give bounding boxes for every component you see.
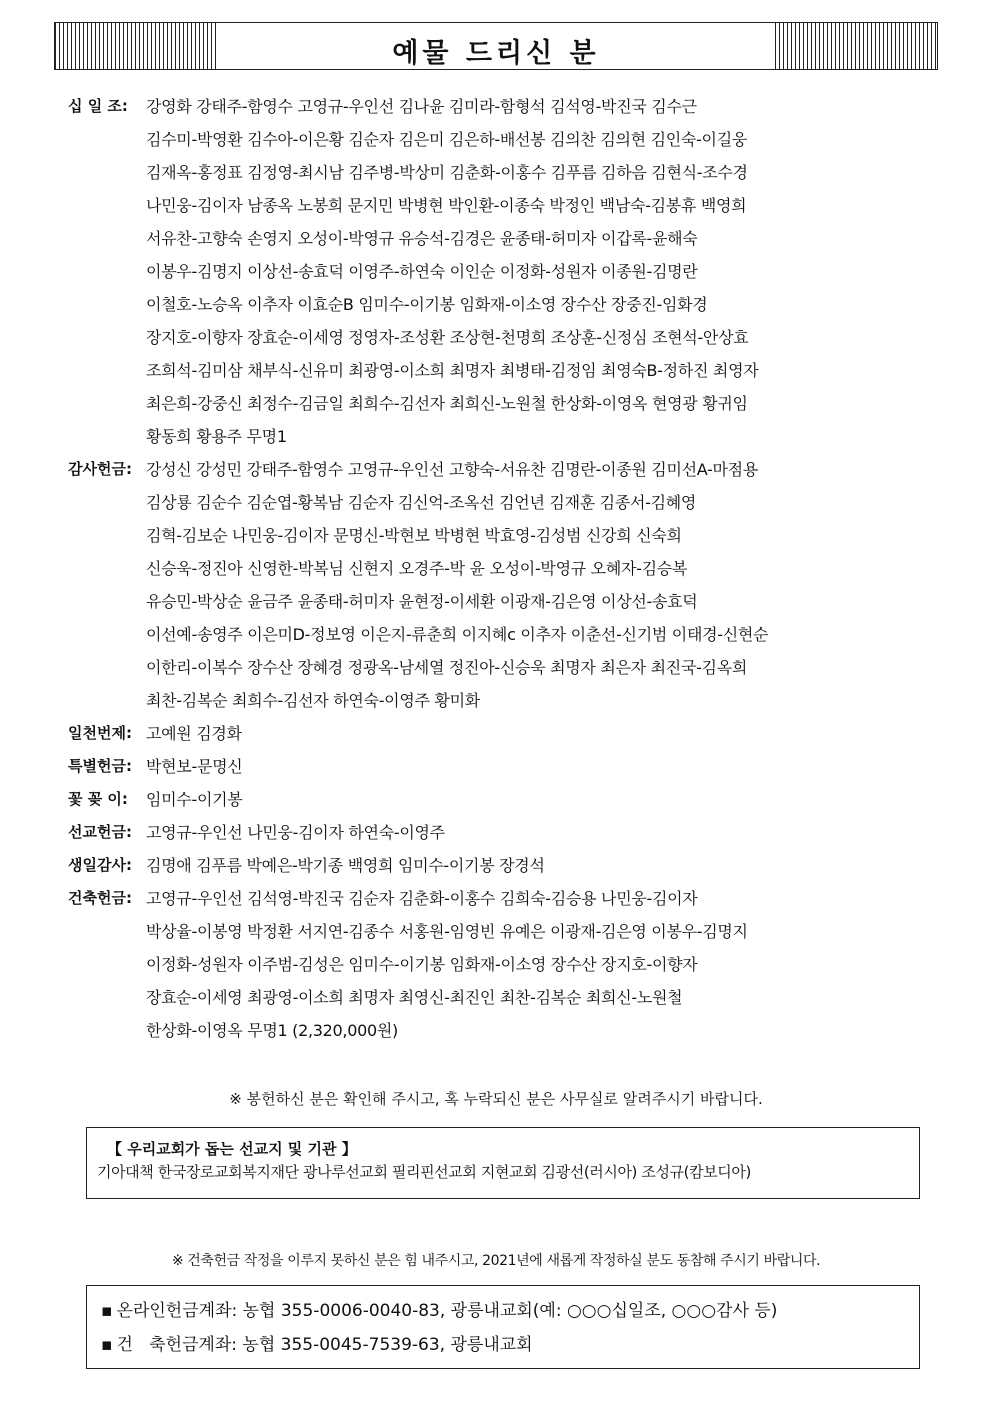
section-label: 건축헌금: [68,889,132,907]
page-title: 예물 드리신 분 [392,38,600,69]
names-line: 김명애 김푸름 박예은-박기종 백영희 임미수-이기봉 장경석 [146,856,545,875]
section-names [146,849,968,882]
mission-heading: 【 우리교회가 돕는 선교지 및 기관 】 [107,1140,357,1158]
section-label: 꽃 꽂 이: [68,790,128,808]
online-account-text: 온라인헌금계좌: 농협 355-0006-0040-83, 광릉내교회(예: ○○○십일조, ○○○감사 등) [116,1301,778,1321]
section-label: 생일감사: [68,856,132,874]
names-line: 조희석-김미삼 채부식-신유미 최광영-이소희 최명자 최병태-김정임 최영숙B-정하진 최영자 [146,361,759,380]
section-names [146,882,968,1047]
building-fund-notice: ※ 건축헌금 작정을 이루지 못하신 분은 힘 내주시고, 2021년에 새롭게 작정하실 분도 동참해 주시기 바랍니다. [171,1253,821,1269]
names-line: 이한리-이복수 장수산 장혜경 정광옥-남세열 정진아-신승욱 최명자 최은자 최진국-김옥희 [146,658,748,677]
section-label: 특별헌금: [68,757,132,775]
names-line: 장지호-이향자 장효순-이세영 정영자-조성환 조상현-천명희 조상훈-신정심 조현석-안상효 [146,328,749,347]
names-line: 고영규-우인선 나민웅-김이자 하연숙-이영주 [146,823,445,842]
section-names [146,750,968,783]
offering-section [68,453,968,717]
section-names [146,783,968,816]
offering-section [68,750,968,783]
offering-section [68,717,968,750]
bullet-icon: ▪ [101,1335,113,1355]
names-line: 한상화-이영옥 무명1 (2,320,000원) [146,1021,398,1040]
section-names [146,816,968,849]
names-line: 이철호-노승옥 이추자 이효순B 임미수-이기봉 임화재-이소영 장수산 장중진-임화경 [146,295,708,314]
offering-section [68,849,968,882]
offering-section [68,90,968,453]
names-line: 이정화-성원자 이주범-김성은 임미수-이기봉 임화재-이소영 장수산 장지호-이향자 [146,955,698,974]
section-names [146,453,968,717]
names-line: 김혁-김보순 나민웅-김이자 문명신-박현보 박병현 박효영-김성범 신강희 신숙희 [146,526,682,545]
confirmation-notice: ※ 봉헌하신 분은 확인해 주시고, 혹 누락되신 분은 사무실로 알려주시기 바랍니다. [229,1090,763,1108]
names-line: 강성신 강성민 강태주-함영수 고영규-우인선 고향숙-서유찬 김명란-이종원 김미선A-마점용 [146,460,758,479]
offering-section [68,816,968,849]
names-line: 박현보-문명신 [146,757,243,776]
names-line: 최은희-강중신 최정수-김금일 최희수-김선자 최희신-노원철 한상화-이영옥 현영광 황귀임 [146,394,748,413]
offering-sections [68,90,968,1047]
names-line: 고예원 김경화 [146,724,242,743]
names-line: 나민웅-김이자 남종옥 노봉희 문지민 박병현 박인환-이종숙 박정인 백남숙-김봉휴 백영희 [146,196,747,215]
title-banner [54,22,938,70]
names-line: 김재옥-홍정표 김정영-최시남 김주병-박상미 김춘화-이홍수 김푸름 김하음 김현식-조수경 [146,163,748,182]
names-line: 최찬-김복순 최희수-김선자 하연숙-이영주 황미화 [146,691,480,710]
section-names [146,717,968,750]
section-label: 감사헌금: [68,460,132,478]
names-line: 신승욱-정진아 신영한-박복님 신현지 오경주-박 윤 오성이-박영규 오혜자-김승복 [146,559,688,578]
names-line: 임미수-이기봉 [146,790,243,809]
names-line: 유승민-박상순 윤금주 윤종태-허미자 윤현정-이세환 이광재-김은영 이상선-송효덕 [146,592,698,611]
section-label: 선교헌금: [68,823,132,841]
offering-section [68,882,968,1047]
names-line: 박상율-이봉영 박정환 서지연-김종수 서홍원-임영빈 유예은 이광재-김은영 이봉우-김명지 [146,922,748,941]
mission-list: 기아대책 한국장로교회복지재단 광나루선교회 필리핀선교회 지현교회 김광선(러시아) 조성규(캄보디아) [97,1163,751,1181]
building-account-line [101,1328,919,1362]
offering-section [68,783,968,816]
names-line: 서유찬-고향숙 손영지 오성이-박영규 유승석-김경은 윤종태-허미자 이갑록-윤해숙 [146,229,698,248]
section-label: 십 일 조: [68,97,128,115]
accounts-box [86,1285,920,1369]
names-line: 이봉우-김명지 이상선-송효덕 이영주-하연숙 이인순 이정화-성원자 이종원-김명란 [146,262,698,281]
names-line: 김수미-박영환 김수아-이은황 김순자 김은미 김은하-배선봉 김의찬 김의현 김인숙-이길웅 [146,130,748,149]
building-account-text: 건 축헌금계좌: 농협 355-0045-7539-63, 광릉내교회 [116,1335,533,1355]
names-line: 김상룡 김순수 김순엽-황복남 김순자 김신억-조옥선 김언년 김재훈 김종서-김혜영 [146,493,697,512]
names-line: 장효순-이세영 최광영-이소희 최명자 최영신-최진인 최찬-김복순 최희신-노원철 [146,988,683,1007]
bullet-icon: ▪ [101,1301,113,1321]
section-names [146,90,968,453]
online-account-line [101,1294,919,1328]
section-label: 일천번제: [68,724,132,742]
mission-box [86,1127,920,1199]
names-line: 황동희 황용주 무명1 [146,427,287,446]
names-line: 이선예-송영주 이은미D-정보영 이은지-류춘희 이지혜c 이추자 이춘선-신기범 이태경-신현순 [146,625,769,644]
names-line: 강영화 강태주-함영수 고영규-우인선 김나윤 김미라-함형석 김석영-박진국 김수근 [146,97,697,116]
names-line: 고영규-우인선 김석영-박진국 김순자 김춘화-이홍수 김희숙-김승용 나민웅-김이자 [146,889,698,908]
